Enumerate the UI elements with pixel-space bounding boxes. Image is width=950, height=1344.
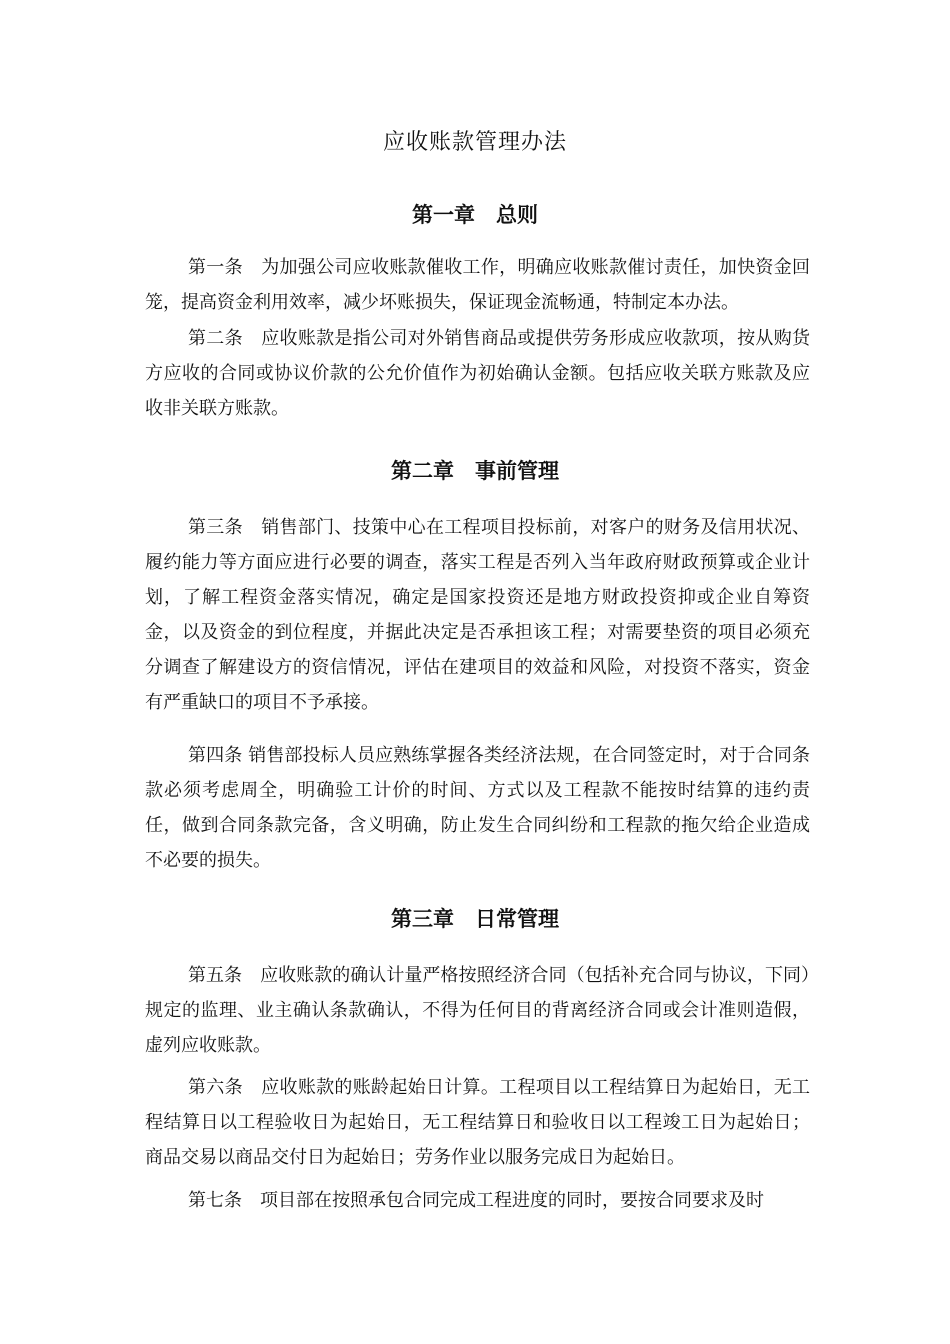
article-1: 第一条 为加强公司应收账款催收工作，明确应收账款催讨责任，加快资金回笼，提高资金利用效率，减少坏账损失，保证现金流畅通，特制定本办法。 (145, 257, 810, 313)
article-3: 第三条 销售部门、技策中心在工程项目投标前，对客户的财务及信用状况、履约能力等方面应进行必要的调查，落实工程是否列入当年政府财政预算或企业计划，了解工程资金落实情况，确定是国家投资还是地方财政投资抑或企业自筹资金，以及资金的到位程度，并据此决定是否承担该工程；对需要垫资的项目必须充分调查了解建设方的资信情况，评估在建项目的效益和风险，对投资不落实，资金有严重缺口的项目不予承接。 (145, 517, 810, 713)
chapter-heading-3: 第三章 日常管理 (391, 907, 559, 931)
chapter-heading-2: 第二章 事前管理 (391, 459, 559, 483)
document-title: 应收账款管理办法 (382, 130, 567, 155)
article-2: 第二条 应收账款是指公司对外销售商品或提供劳务形成应收款项，按从购货方应收的合同或协议价款的公允价值作为初始确认金额。包括应收关联方账款及应收非关联方账款。 (145, 328, 810, 419)
article-7: 第七条 项目部在按照承包合同完成工程进度的同时，要按合同要求及时 (188, 1190, 764, 1211)
article-6: 第六条 应收账款的账龄起始日计算。工程项目以工程结算日为起始日，无工程结算日以工程验收日为起始日，无工程结算日和验收日以工程竣工日为起始日；商品交易以商品交付日为起始日；劳务作业以服务完成日为起始日。 (145, 1077, 810, 1168)
article-5: 第五条 应收账款的确认计量严格按照经济合同（包括补充合同与协议，下同）规定的监理、业主确认条款确认，不得为任何目的背离经济合同或会计准则造假，虚列应收账款。 (145, 965, 810, 1056)
article-4: 第四条 销售部投标人员应熟练掌握各类经济法规，在合同签定时，对于合同条款必须考虑周全，明确验工计价的时间、方式以及工程款不能按时结算的违约责任，做到合同条款完备，含义明确，防止发生合同纠纷和工程款的拖欠给企业造成不必要的损失。 (145, 745, 810, 871)
chapter-heading-1: 第一章 总则 (412, 203, 538, 227)
